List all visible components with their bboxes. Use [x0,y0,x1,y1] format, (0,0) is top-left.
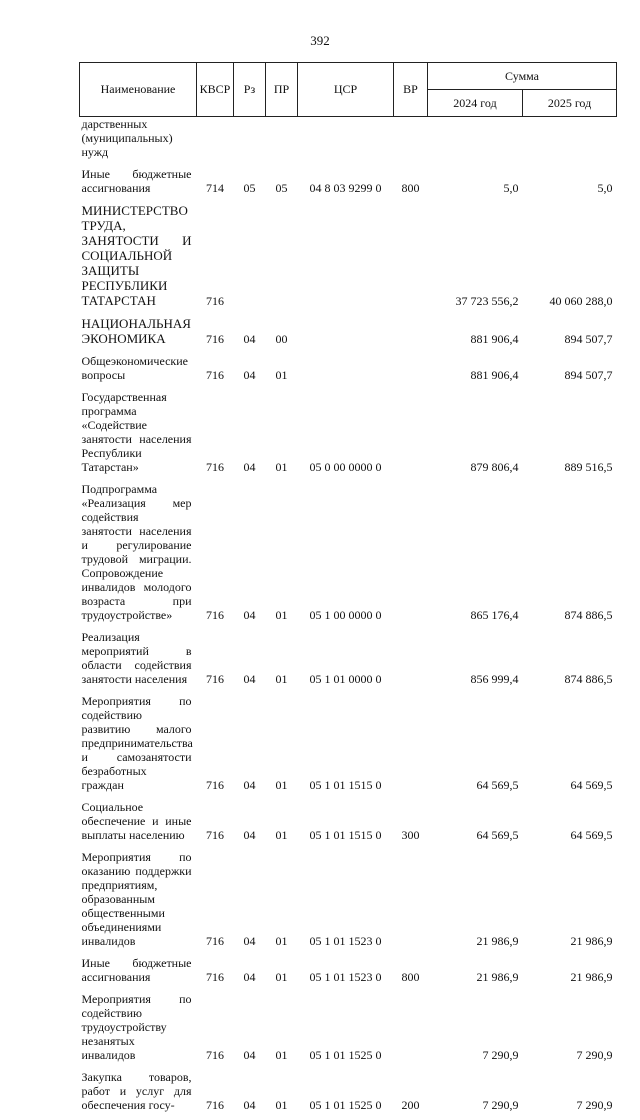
table-row [80,117,617,168]
row-sum-2024: 879 806,4 [428,390,523,482]
row-rz: 04 [234,694,266,800]
row-kvsr: 716 [197,630,234,694]
row-rz: 04 [234,316,266,354]
row-sum-2025: 894 507,7 [523,354,617,390]
row-rz [234,203,266,316]
row-name: Государственная программа «Содействие занятости населения Республики Татарстан» [80,390,197,482]
table-row [80,694,617,800]
row-pr: 01 [266,850,298,956]
row-sum-2025: 7 290,9 [523,1070,617,1120]
header-kvsr: КВСР [197,63,234,117]
row-vr [394,694,428,800]
row-sum-2025: 874 886,5 [523,630,617,694]
row-name: Подпрограмма «Реализация мер содействия занятости населения и регулирование трудовой миграции. Сопровождение инвалидов молодого возраста при трудоустройстве» [80,482,197,630]
row-kvsr: 716 [197,316,234,354]
table-row [80,956,617,992]
row-rz: 04 [234,482,266,630]
row-pr [266,117,298,168]
row-name: Иные бюджетные ассигнования [80,956,197,992]
row-pr: 01 [266,800,298,850]
row-rz: 04 [234,1070,266,1120]
row-csr: 05 1 01 1523 0 [298,956,394,992]
row-pr [266,203,298,316]
row-pr: 01 [266,482,298,630]
row-pr: 01 [266,390,298,482]
row-name: Иные бюджетные ассигнования [80,167,197,203]
row-csr [298,203,394,316]
row-sum-2024: 881 906,4 [428,354,523,390]
row-csr: 05 1 01 1525 0 [298,992,394,1070]
row-csr: 05 1 01 0000 0 [298,630,394,694]
row-sum-2024: 21 986,9 [428,850,523,956]
row-csr [298,354,394,390]
row-sum-2025: 5,0 [523,167,617,203]
row-kvsr: 716 [197,992,234,1070]
row-csr: 04 8 03 9299 0 [298,167,394,203]
row-sum-2025: 21 986,9 [523,956,617,992]
table-row [80,390,617,482]
row-sum-2025: 64 569,5 [523,800,617,850]
page-number: 392 [0,33,640,49]
row-sum-2025: 7 290,9 [523,992,617,1070]
row-rz: 04 [234,354,266,390]
row-sum-2024: 881 906,4 [428,316,523,354]
table-row [80,850,617,956]
header-csr: ЦСР [298,63,394,117]
row-kvsr: 716 [197,482,234,630]
row-name: дарственных (муниципальных) нужд [80,117,197,168]
row-rz: 04 [234,630,266,694]
table-row [80,203,617,316]
row-sum-2024: 64 569,5 [428,800,523,850]
row-sum-2025: 64 569,5 [523,694,617,800]
row-name: Закупка товаров, работ и услуг для обеспечения госу- [80,1070,197,1120]
row-name: Социальное обеспечение и иные выплаты населению [80,800,197,850]
row-csr: 05 1 01 1515 0 [298,800,394,850]
row-vr: 800 [394,956,428,992]
row-pr: 05 [266,167,298,203]
row-sum-2024: 7 290,9 [428,1070,523,1120]
row-kvsr: 716 [197,354,234,390]
row-csr [298,117,394,168]
row-sum-2025: 889 516,5 [523,390,617,482]
row-name: Мероприятия по содействию развитию малого предпринимательства и самозанятости безработных граждан [80,694,197,800]
row-rz: 04 [234,390,266,482]
row-name: Общеэкономические вопросы [80,354,197,390]
table-row [80,482,617,630]
row-kvsr: 714 [197,167,234,203]
row-kvsr: 716 [197,850,234,956]
table-header [80,63,617,117]
table-body [80,117,617,1120]
row-sum-2024: 865 176,4 [428,482,523,630]
row-vr [394,390,428,482]
table-row [80,1070,617,1120]
row-sum-2024: 37 723 556,2 [428,203,523,316]
row-sum-2024: 64 569,5 [428,694,523,800]
row-vr [394,316,428,354]
row-vr [394,354,428,390]
row-sum-2024: 21 986,9 [428,956,523,992]
row-pr: 01 [266,992,298,1070]
row-vr: 800 [394,167,428,203]
row-csr: 05 1 00 0000 0 [298,482,394,630]
row-rz: 05 [234,167,266,203]
row-pr: 00 [266,316,298,354]
header-vr: ВР [394,63,428,117]
row-csr: 05 1 01 1525 0 [298,1070,394,1120]
row-kvsr: 716 [197,956,234,992]
row-pr: 01 [266,1070,298,1120]
row-vr [394,850,428,956]
header-2024: 2024 год [428,90,523,117]
table-row [80,800,617,850]
row-pr: 01 [266,956,298,992]
row-rz [234,117,266,168]
row-kvsr: 716 [197,390,234,482]
row-kvsr: 716 [197,694,234,800]
row-csr: 05 1 01 1515 0 [298,694,394,800]
row-sum-2024: 856 999,4 [428,630,523,694]
table-row [80,992,617,1070]
row-kvsr [197,117,234,168]
row-vr: 300 [394,800,428,850]
row-vr [394,992,428,1070]
row-rz: 04 [234,800,266,850]
row-sum-2024 [428,117,523,168]
row-rz: 04 [234,956,266,992]
row-vr [394,630,428,694]
header-2025: 2025 год [523,90,617,117]
row-pr: 01 [266,354,298,390]
row-kvsr: 716 [197,800,234,850]
row-csr: 05 0 00 0000 0 [298,390,394,482]
row-name: НАЦИОНАЛЬНАЯ ЭКОНОМИКА [80,316,197,354]
row-rz: 04 [234,992,266,1070]
row-name: МИНИСТЕРСТВО ТРУДА, ЗАНЯТОСТИ И СОЦИАЛЬНОЙ ЗАЩИТЫ РЕСПУБЛИКИ ТАТАРСТАН [80,203,197,316]
header-sum: Сумма [428,63,617,90]
row-vr [394,117,428,168]
table-row [80,167,617,203]
row-csr: 05 1 01 1523 0 [298,850,394,956]
row-sum-2025 [523,117,617,168]
row-name: Реализация мероприятий в области содействия занятости населения [80,630,197,694]
table-row [80,354,617,390]
row-rz: 04 [234,850,266,956]
row-csr [298,316,394,354]
row-sum-2025: 40 060 288,0 [523,203,617,316]
header-name: Наименование [80,63,197,117]
row-vr: 200 [394,1070,428,1120]
row-pr: 01 [266,694,298,800]
row-vr [394,203,428,316]
row-name: Мероприятия по содействию трудоустройству незанятых инвалидов [80,992,197,1070]
row-sum-2025: 21 986,9 [523,850,617,956]
row-kvsr: 716 [197,203,234,316]
budget-table [79,62,617,1120]
row-vr [394,482,428,630]
table-row [80,316,617,354]
row-kvsr: 716 [197,1070,234,1120]
row-sum-2025: 894 507,7 [523,316,617,354]
row-name: Мероприятия по оказанию поддержки предприятиям, образованным общественными объединениями инвалидов [80,850,197,956]
header-pr: ПР [266,63,298,117]
row-sum-2025: 874 886,5 [523,482,617,630]
row-sum-2024: 7 290,9 [428,992,523,1070]
header-rz: Рз [234,63,266,117]
table-row [80,630,617,694]
row-pr: 01 [266,630,298,694]
row-sum-2024: 5,0 [428,167,523,203]
